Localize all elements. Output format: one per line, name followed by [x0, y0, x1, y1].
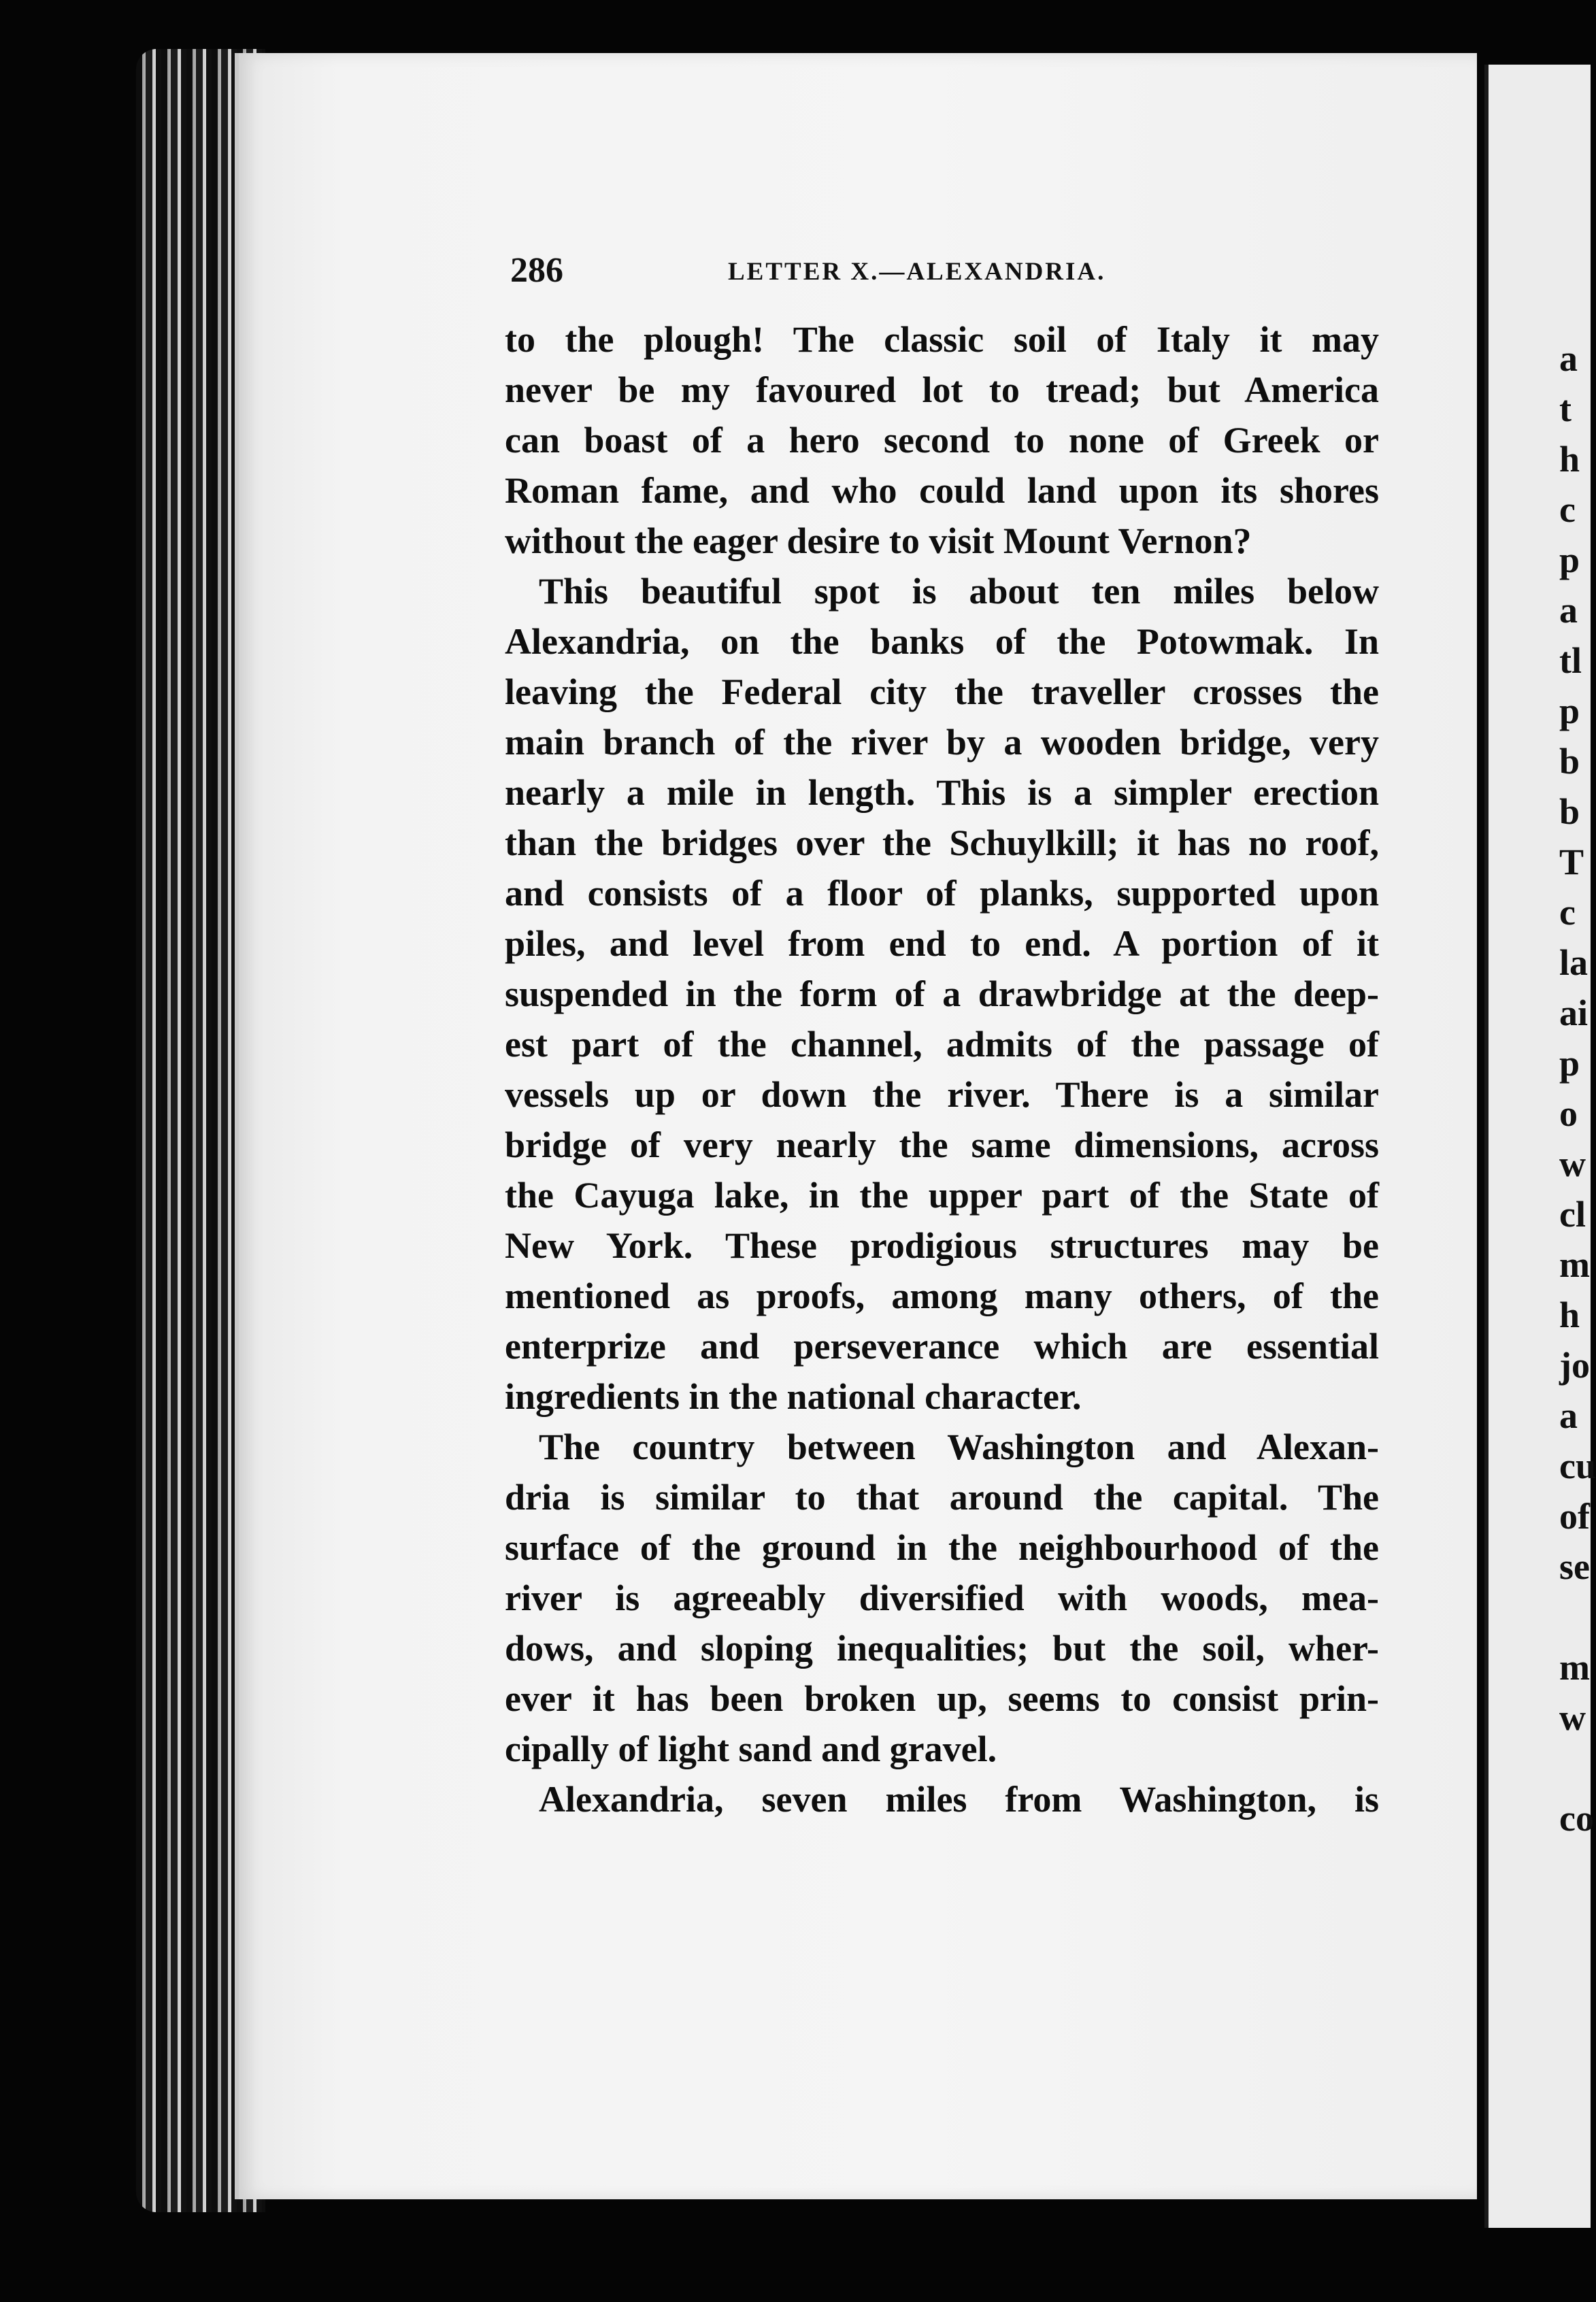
- text-line: nearly a mile in length. This is a simpler erection: [505, 772, 1379, 813]
- text-line: vessels up or down the river. There is a similar: [505, 1074, 1379, 1115]
- text-line: est part of the channel, admits of the passage of: [505, 1024, 1379, 1065]
- facing-fragment: p: [1559, 690, 1580, 731]
- facing-fragment: c: [1559, 892, 1576, 933]
- text-line: suspended in the form of a drawbridge at the deep-: [505, 973, 1379, 1014]
- facing-fragment: c: [1559, 489, 1576, 530]
- facing-fragment: [1559, 1743, 1586, 1793]
- facing-fragment: b: [1559, 791, 1580, 832]
- text-line: Alexandria, on the banks of the Potowmak. In: [505, 621, 1379, 662]
- text-line: ever it has been broken up, seems to consist prin-: [505, 1678, 1379, 1719]
- text-line: dows, and sloping inequalities; but the soil, wher-: [505, 1628, 1379, 1669]
- page-number: 286: [510, 251, 563, 290]
- text-line: Alexandria, seven miles from Washington, is: [539, 1779, 1379, 1820]
- text-line: and consists of a floor of planks, supported upon: [505, 873, 1379, 914]
- facing-fragment: la: [1559, 942, 1589, 983]
- facing-fragment: tl: [1559, 640, 1582, 681]
- text-line: never be my favoured lot to tread; but America: [505, 369, 1379, 410]
- facing-fragment: se: [1559, 1546, 1590, 1587]
- facing-fragment: o: [1559, 1093, 1578, 1134]
- facing-fragment: m: [1559, 1647, 1590, 1688]
- text-line: the Cayuga lake, in the upper part of the State of: [505, 1175, 1379, 1216]
- facing-fragment: a: [1559, 1395, 1578, 1436]
- text-line: New York. These prodigious structures may be: [505, 1225, 1379, 1266]
- text-line: Roman fame, and who could land upon its shores: [505, 470, 1379, 511]
- facing-fragment: w: [1559, 1697, 1586, 1738]
- text-line: mentioned as proofs, among many others, of the: [505, 1275, 1379, 1316]
- facing-fragment: m: [1559, 1244, 1590, 1285]
- facing-fragment: h: [1559, 439, 1580, 480]
- text-line: than the bridges over the Schuylkill; it has no roof,: [505, 822, 1379, 863]
- body-text: [505, 314, 1379, 1824]
- running-head: [510, 250, 1374, 298]
- text-line: bridge of very nearly the same dimensions, across: [505, 1124, 1379, 1165]
- facing-fragment: [1559, 1592, 1586, 1642]
- facing-fragment: a: [1559, 590, 1578, 631]
- text-line: leaving the Federal city the traveller crosses the: [505, 671, 1379, 712]
- text-line: without the eager desire to visit Mount Vernon?: [505, 520, 1252, 561]
- text-line: The country between Washington and Alexan-: [539, 1427, 1379, 1467]
- text-line: main branch of the river by a wooden bridge, very: [505, 722, 1379, 763]
- text-line: enterprize and perseverance which are essential: [505, 1326, 1379, 1367]
- text-line: ingredients in the national character.: [505, 1376, 1082, 1417]
- facing-fragment: ai: [1559, 992, 1589, 1033]
- text-line: This beautiful spot is about ten miles below: [539, 571, 1379, 612]
- text-line: can boast of a hero second to none of Greek or: [505, 420, 1379, 461]
- facing-fragment: jo: [1559, 1345, 1590, 1386]
- facing-fragment: co: [1559, 1798, 1594, 1839]
- text-line: river is agreeably diversified with woods, mea-: [505, 1578, 1379, 1618]
- facing-fragment: p: [1559, 539, 1580, 580]
- facing-fragment: w: [1559, 1144, 1586, 1184]
- running-title: LETTER X.—ALEXANDRIA.: [728, 258, 1106, 286]
- text-line: cipally of light sand and gravel.: [505, 1729, 997, 1769]
- text-line: surface of the ground in the neighbourhood of the: [505, 1527, 1379, 1568]
- text-line: to the plough! The classic soil of Italy it may: [505, 319, 1379, 360]
- facing-fragment: t: [1559, 388, 1572, 429]
- text-line: dria is similar to that around the capital. The: [505, 1477, 1379, 1518]
- facing-fragment: cl: [1559, 1194, 1586, 1235]
- facing-fragment: b: [1559, 741, 1580, 782]
- facing-fragment: a: [1559, 338, 1578, 379]
- facing-fragment: h: [1559, 1295, 1580, 1335]
- facing-fragment: cu: [1559, 1446, 1596, 1486]
- facing-fragment: T: [1559, 841, 1584, 882]
- facing-fragment: p: [1559, 1043, 1580, 1084]
- text-line: piles, and level from end to end. A portion of it: [505, 923, 1379, 964]
- facing-page-text: [1559, 333, 1596, 1844]
- facing-fragment: of: [1559, 1496, 1590, 1537]
